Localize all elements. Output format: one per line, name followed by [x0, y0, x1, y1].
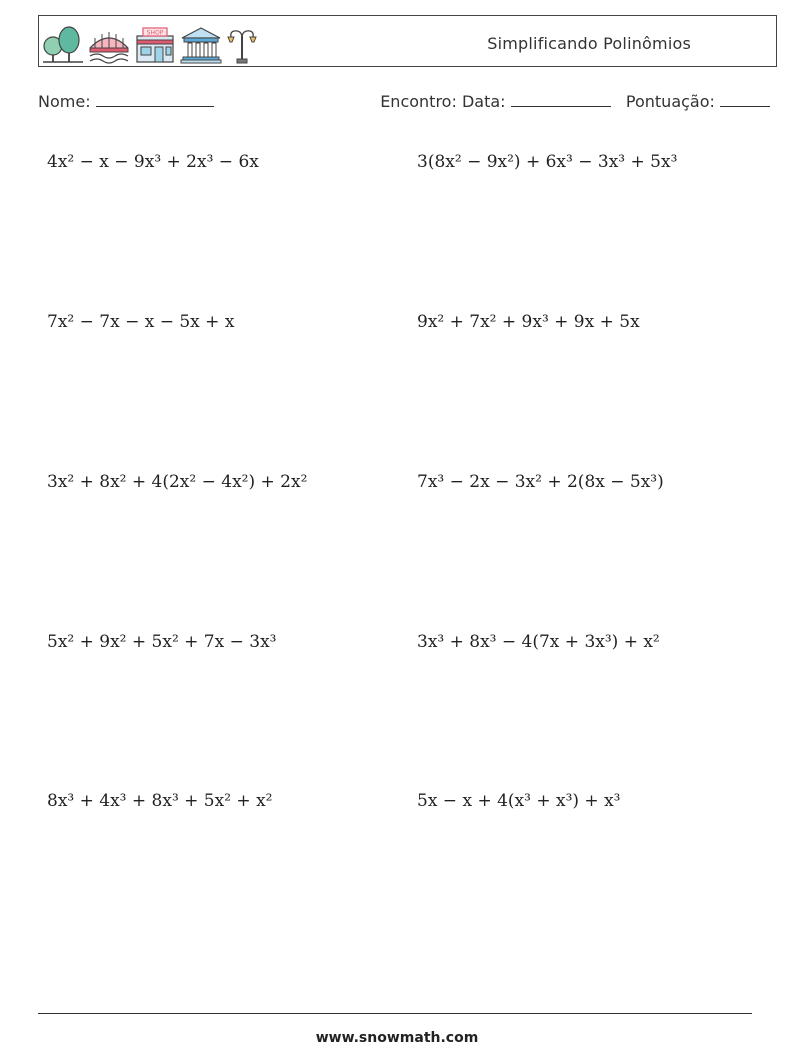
name-blank[interactable] [96, 92, 214, 107]
problem-2: 3(8x² − 9x²) + 6x³ − 3x³ + 5x³ [417, 152, 678, 172]
footer-url[interactable]: www.snowmath.com [315, 1030, 479, 1046]
name-field[interactable] [38, 92, 214, 111]
bridge-icon [87, 26, 131, 64]
date-blank[interactable] [511, 92, 611, 107]
meta-fields [380, 92, 770, 111]
problem-4: 9x² + 7x² + 9x³ + 9x + 5x [417, 312, 640, 332]
date-label: Data: [461, 92, 506, 111]
problem-8: 3x³ + 8x³ − 4(7x + 3x³) + x² [417, 632, 660, 652]
problem-7: 5x² + 9x² + 5x² + 7x − 3x³ [47, 632, 277, 652]
problem-6: 7x³ − 2x − 3x² + 2(8x − 5x³) [417, 472, 664, 492]
trees-icon [41, 26, 85, 64]
museum-icon [179, 26, 223, 64]
score-label: Pontuação: [625, 92, 715, 111]
shop-icon [133, 26, 177, 64]
street-lamp-icon [225, 26, 259, 64]
score-blank[interactable] [720, 92, 770, 107]
name-label: Nome: [38, 92, 91, 111]
problem-5: 3x² + 8x² + 4(2x² − 4x²) + 2x² [47, 472, 308, 492]
shop-sign: SHOP [146, 29, 164, 37]
problem-10: 5x − x + 4(x³ + x³) + x³ [417, 791, 621, 811]
header-icons [41, 20, 261, 64]
problem-3: 7x² − 7x − x − 5x + x [47, 312, 235, 332]
problem-9: 8x³ + 4x³ + 8x³ + 5x² + x² [47, 791, 273, 811]
worksheet-title: Simplificando Polinômios [487, 34, 691, 53]
problem-1: 4x² − x − 9x³ + 2x³ − 6x [47, 152, 259, 172]
footer-divider [38, 1013, 752, 1014]
encounter-label: Encontro: [380, 92, 457, 111]
student-info-row [38, 92, 770, 114]
worksheet-header [38, 15, 777, 67]
